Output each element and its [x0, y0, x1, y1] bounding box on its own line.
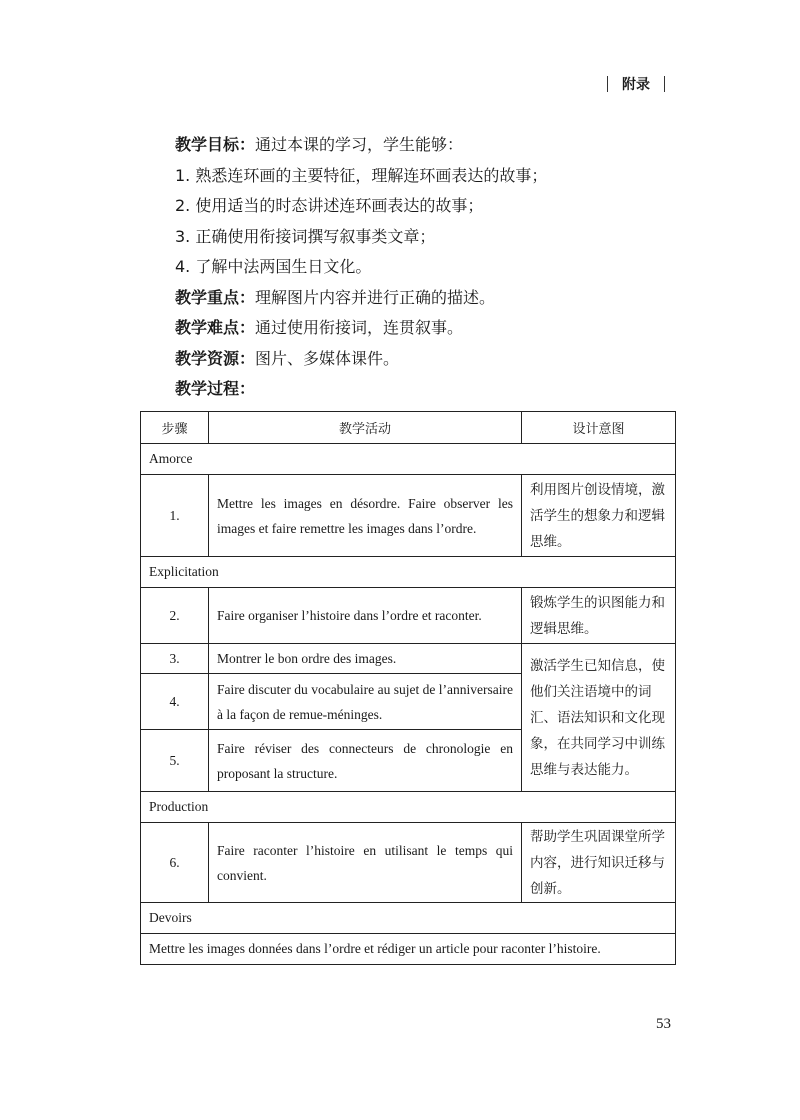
step-cell: 4.	[141, 674, 209, 730]
section-row	[141, 792, 676, 823]
table-row	[141, 934, 676, 965]
step-cell: 6.	[141, 823, 209, 903]
teaching-process-table	[140, 411, 676, 965]
intent-cell: 利用图片创设情境，激活学生的想象力和逻辑思维。	[522, 475, 676, 557]
intent-cell: 帮助学生巩固课堂所学内容，进行知识迁移与创新。	[522, 823, 676, 903]
key-point-label: 教学重点：	[175, 287, 256, 307]
section-row	[141, 557, 676, 588]
resources-text: 图片、多媒体课件。	[255, 348, 400, 368]
homework-cell: Mettre les images données dans l’ordre et rédiger un article pour raconter l’histoire.	[141, 934, 676, 965]
section-row	[141, 903, 676, 934]
step-cell: 2.	[141, 588, 209, 644]
section-amorce: Amorce	[141, 444, 676, 475]
section-row	[141, 444, 676, 475]
difficulty-line	[175, 313, 715, 344]
section-production: Production	[141, 792, 676, 823]
section-explicitation: Explicitation	[141, 557, 676, 588]
activity-cell: Montrer le bon ordre des images.	[209, 644, 522, 674]
objective-item: 1. 熟悉连环画的主要特征，理解连环画表达的故事；	[175, 165, 548, 185]
objectives-label: 教学目标：	[175, 135, 256, 154]
key-point-text: 理解图片内容并进行正确的描述。	[255, 287, 496, 307]
key-point-line	[175, 283, 715, 314]
table-row	[141, 475, 676, 557]
table-header-row	[141, 412, 676, 444]
step-cell: 5.	[141, 730, 209, 792]
process-label: 教学过程：	[175, 379, 256, 398]
intent-cell: 激活学生已知信息，使他们关注语境中的词汇、语法知识和文化现象，在共同学习中训练思维与表达能力。	[522, 644, 676, 792]
header-step: 步骤	[141, 412, 209, 444]
activity-cell: Faire réviser des connecteurs de chronologie en proposant la structure.	[209, 730, 522, 792]
header-intent: 设计意图	[522, 412, 676, 444]
difficulty-label: 教学难点：	[175, 318, 256, 337]
section-devoirs: Devoirs	[141, 903, 676, 934]
objective-item: 4. 了解中法两国生日文化。	[175, 257, 372, 276]
header-right-rule	[664, 76, 665, 92]
activity-cell: Faire raconter l’histoire en utilisant le temps qui convient.	[209, 823, 522, 903]
header-left-rule	[607, 76, 608, 92]
resources-label: 教学资源：	[175, 348, 256, 368]
step-cell: 3.	[141, 644, 209, 674]
activity-cell: Mettre les images en désordre. Faire observer les images et faire remettre les images dans l’ordre.	[209, 475, 522, 557]
activity-cell: Faire organiser l’histoire dans l’ordre et raconter.	[209, 588, 522, 644]
step-cell: 1.	[141, 475, 209, 557]
header-activity: 教学活动	[209, 412, 522, 444]
process-line	[175, 374, 715, 405]
intent-cell: 锻炼学生的识图能力和逻辑思维。	[522, 588, 676, 644]
activity-cell: Faire discuter du vocabulaire au sujet de l’anniversaire à la façon de remue-méninges.	[209, 674, 522, 730]
objective-item: 2. 使用适当的时态讲述连环画表达的故事；	[175, 196, 484, 215]
difficulty-text: 通过使用衔接词，连贯叙事。	[255, 318, 464, 337]
table-row	[141, 823, 676, 903]
page-number: 53	[656, 1016, 671, 1032]
objective-item: 3. 正确使用衔接词撰写叙事类文章；	[175, 226, 436, 246]
objectives-text: 通过本课的学习，学生能够：	[255, 135, 464, 154]
table-row	[141, 588, 676, 644]
objectives-line	[175, 130, 715, 161]
running-header	[607, 74, 665, 94]
header-title: 附录	[622, 77, 650, 93]
table-row	[141, 644, 676, 674]
resources-line	[175, 344, 715, 375]
lesson-intro	[175, 130, 715, 405]
